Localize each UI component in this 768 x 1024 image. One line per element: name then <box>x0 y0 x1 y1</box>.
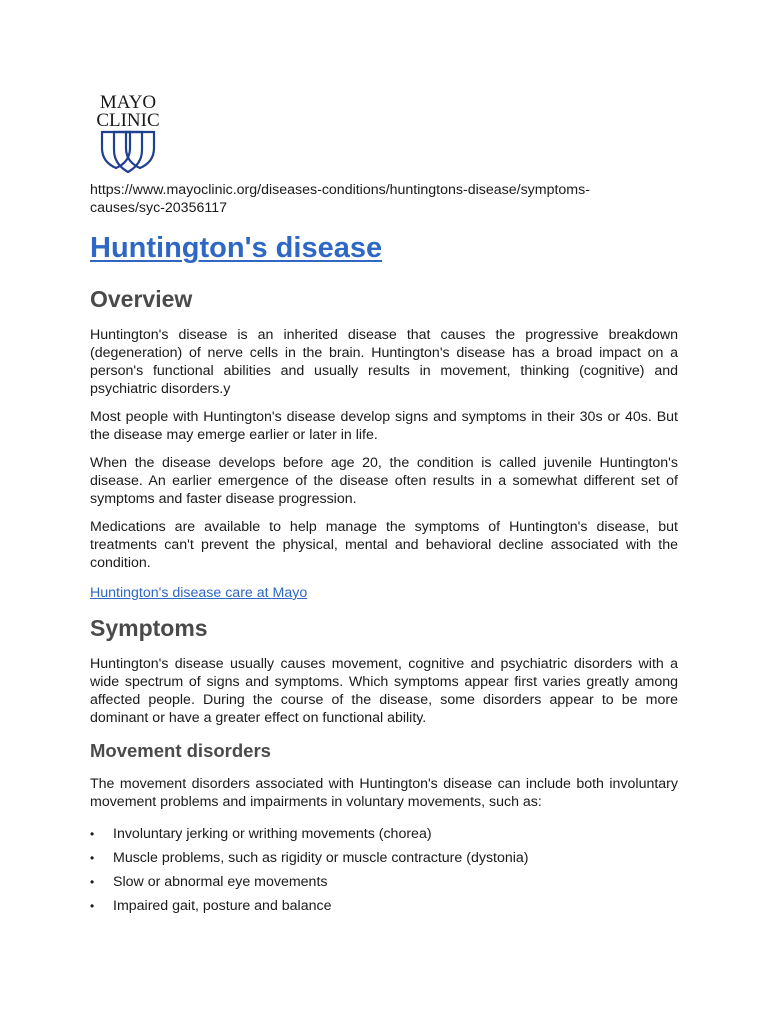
movement-disorders-list <box>90 825 678 915</box>
movement-disorders-heading: Movement disorders <box>90 740 271 761</box>
document-content <box>90 88 678 921</box>
bullet-icon: • <box>90 875 95 889</box>
list-item <box>90 849 678 867</box>
mayo-clinic-shields-logo-icon <box>90 88 166 176</box>
list-item-text: Muscle problems, such as rigidity or muscle contracture (dystonia) <box>113 850 529 866</box>
overview-heading: Overview <box>90 286 193 312</box>
list-item <box>90 897 678 915</box>
list-item <box>90 825 678 843</box>
symptoms-paragraph: Huntington's disease usually causes movement, cognitive and psychiatric disorders with a wide spectrum of signs and symptoms. Which symptoms appear first varies greatly among affected people. During the course of the disease, some disorders appear to be more dominant or have a greater effect on functional ability. <box>90 656 678 726</box>
source-url: https://www.mayoclinic.org/diseases-conditions/huntingtons-disease/symptoms-causes/syc-20356117 <box>90 182 590 216</box>
shields-icon <box>102 132 154 172</box>
mayo-clinic-logo <box>90 88 166 176</box>
overview-paragraph-2: Most people with Huntington's disease develop signs and symptoms in their 30s or 40s. But the disease may emerge earlier or later in life. <box>90 409 678 443</box>
list-item-text: Slow or abnormal eye movements <box>113 874 328 890</box>
logo-line-1: MAYO <box>99 92 157 113</box>
movement-disorders-paragraph: The movement disorders associated with Huntington's disease can include both involuntary movement problems and impairments in voluntary movements, such as: <box>90 776 678 810</box>
list-item-text: Involuntary jerking or writhing movements (chorea) <box>113 826 432 842</box>
list-item-text: Impaired gait, posture and balance <box>113 898 332 914</box>
overview-paragraph-1: Huntington's disease is an inherited disease that causes the progressive breakdown (degeneration) of nerve cells in the brain. Huntington's disease has a broad impact on a person's functional abilities and usually results in movement, thinking (cognitive) and psychiatric disorders.y <box>90 327 678 397</box>
list-item <box>90 873 678 891</box>
bullet-icon: • <box>90 899 95 913</box>
bullet-icon: • <box>90 851 95 865</box>
overview-paragraph-3: When the disease develops before age 20, the condition is called juvenile Huntington's disease. An earlier emergence of the disease often results in a somewhat different set of symptoms and faster disease progression. <box>90 455 678 507</box>
page-title[interactable]: Huntington's disease <box>90 232 383 264</box>
overview-paragraph-4: Medications are available to help manage the symptoms of Huntington's disease, but treatments can't prevent the physical, mental and behavioral decline associated with the condition. <box>90 519 678 571</box>
logo-line-2: CLINIC <box>96 110 160 131</box>
care-at-mayo-link[interactable]: Huntington's disease care at Mayo <box>90 585 308 601</box>
bullet-icon: • <box>90 827 95 841</box>
symptoms-heading: Symptoms <box>90 615 208 641</box>
